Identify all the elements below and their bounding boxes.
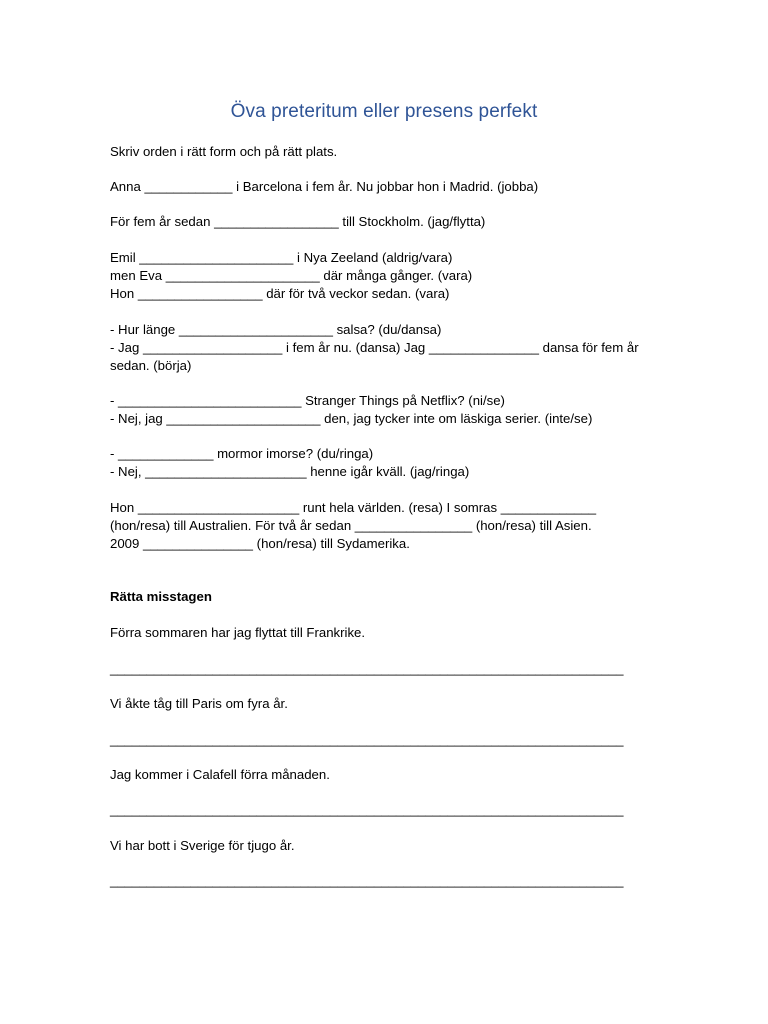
sentence-text: Vi har bott i Sverige för tjugo år. <box>110 838 295 853</box>
section-heading: Rätta misstagen <box>110 589 212 604</box>
sentence-text: Vi åkte tåg till Paris om fyra år. <box>110 696 288 711</box>
exercise-line: men Eva _____________________ där många gånger. (vara) <box>110 268 473 283</box>
exercise-line: - Jag ___________________ i fem år nu. (dansa) Jag _______________ dansa för fem år <box>110 340 639 355</box>
exercise-line: sedan. (börja) <box>110 358 192 373</box>
exercise-line: Anna ____________ i Barcelona i fem år. Nu jobbar hon i Madrid. (jobba) <box>110 179 539 194</box>
answer-line: ______________________________________________________________________ <box>110 802 624 817</box>
answer-line: ______________________________________________________________________ <box>110 732 624 747</box>
exercise-line: För fem år sedan _________________ till Stockholm. (jag/flytta) <box>110 214 486 229</box>
exercise-line: - Nej, ______________________ henne igår kväll. (jag/ringa) <box>110 464 470 479</box>
exercise-line: Hon ______________________ runt hela världen. (resa) I somras _____________ <box>110 500 597 515</box>
exercise-line: Emil _____________________ i Nya Zeeland (aldrig/vara) <box>110 250 453 265</box>
exercise-line: - Nej, jag _____________________ den, jag tycker inte om läskiga serier. (inte/se) <box>110 411 593 426</box>
exercise-line: - Hur länge _____________________ salsa? (du/dansa) <box>110 322 442 337</box>
answer-line: ______________________________________________________________________ <box>110 873 624 888</box>
answer-line: ______________________________________________________________________ <box>110 661 624 676</box>
exercise-line: (hon/resa) till Australien. För två år sedan ________________ (hon/resa) till Asien. <box>110 518 592 533</box>
page-title: Öva preteritum eller presens perfekt <box>230 101 538 122</box>
exercise-line: - _________________________ Stranger Things på Netflix? (ni/se) <box>110 393 505 408</box>
sentence-text: Jag kommer i Calafell förra månaden. <box>110 767 330 782</box>
instruction-text: Skriv orden i rätt form och på rätt plats. <box>110 144 338 159</box>
sentence-text: Förra sommaren har jag flyttat till Frankrike. <box>110 625 366 640</box>
exercise-line: - _____________ mormor imorse? (du/ringa) <box>110 446 374 461</box>
exercise-line: 2009 _______________ (hon/resa) till Sydamerika. <box>110 536 410 551</box>
exercise-line: Hon _________________ där för två veckor sedan. (vara) <box>110 286 450 301</box>
